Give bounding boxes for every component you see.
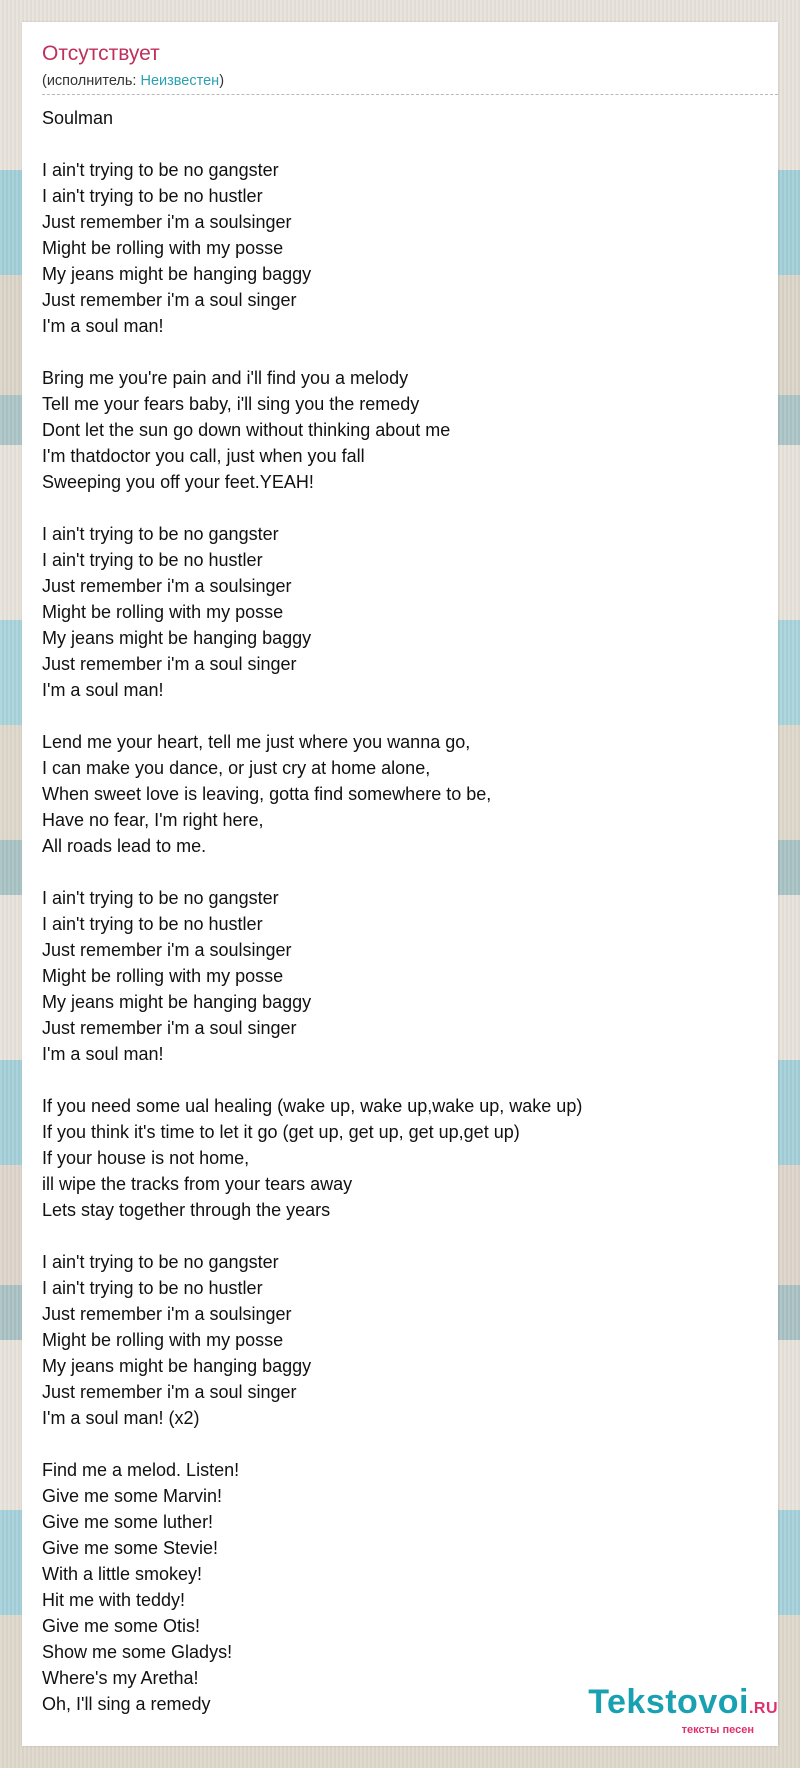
- lyric-line: I ain't trying to be no gangster: [42, 888, 279, 908]
- stanza-break: [42, 1223, 772, 1249]
- artist-suffix: ): [219, 73, 225, 89]
- lyric-line: My jeans might be hanging baggy: [42, 264, 312, 284]
- lyric-line: If your house is not home,: [42, 1148, 250, 1168]
- lyric-line: Bring me you're pain and i'll find you a melody: [42, 368, 409, 388]
- lyric-line: Soulman: [42, 108, 114, 128]
- lyric-line: Give me some Marvin!: [42, 1486, 223, 1506]
- lyric-line: Lets stay together through the years: [42, 1200, 331, 1220]
- lyric-line: Just remember i'm a soulsinger: [42, 940, 292, 960]
- logo-tld: .RU: [748, 1700, 778, 1717]
- lyric-line: I'm thatdoctor you call, just when you fall: [42, 446, 365, 466]
- lyric-line: I'm a soul man!: [42, 680, 164, 700]
- lyric-line: Just remember i'm a soul singer: [42, 290, 297, 310]
- lyric-line: If you need some ual healing (wake up, wake up,wake up, wake up): [42, 1096, 583, 1116]
- lyric-line: If you think it's time to let it go (get up, get up, get up,get up): [42, 1122, 520, 1142]
- lyric-line: Tell me your fears baby, i'll sing you the remedy: [42, 394, 420, 414]
- lyric-line: Lend me your heart, tell me just where you wanna go,: [42, 732, 471, 752]
- stanza-break: [42, 859, 772, 885]
- stanza-break: [42, 495, 772, 521]
- lyric-line: Give me some Stevie!: [42, 1538, 219, 1558]
- lyric-line: Might be rolling with my posse: [42, 966, 284, 986]
- lyric-line: ill wipe the tracks from your tears away: [42, 1174, 353, 1194]
- lyric-line: Hit me with teddy!: [42, 1590, 186, 1610]
- stanza-break: [42, 1067, 772, 1093]
- lyric-line: My jeans might be hanging baggy: [42, 992, 312, 1012]
- lyric-line: I can make you dance, or just cry at home alone,: [42, 758, 431, 778]
- lyric-line: My jeans might be hanging baggy: [42, 628, 312, 648]
- artist-prefix: (исполнитель:: [42, 73, 141, 89]
- lyric-line: Might be rolling with my posse: [42, 238, 284, 258]
- artist-link[interactable]: Неизвестен: [140, 73, 220, 89]
- lyric-line: Where's my Aretha!: [42, 1668, 199, 1688]
- lyric-line: All roads lead to me.: [42, 836, 207, 856]
- stanza-break: [42, 703, 772, 729]
- lyrics-card: [22, 22, 778, 1746]
- site-logo[interactable]: [588, 1685, 778, 1736]
- lyric-line: Show me some Gladys!: [42, 1642, 233, 1662]
- logo-wordmark: [588, 1685, 778, 1726]
- lyrics-text: [42, 105, 772, 1717]
- lyric-line: Just remember i'm a soulsinger: [42, 576, 292, 596]
- lyric-line: I ain't trying to be no gangster: [42, 160, 279, 180]
- lyric-line: When sweet love is leaving, gotta find somewhere to be,: [42, 784, 492, 804]
- logo-name: Tekstovoi: [588, 1683, 749, 1721]
- lyric-line: I ain't trying to be no gangster: [42, 1252, 279, 1272]
- lyric-line: Just remember i'm a soulsinger: [42, 1304, 292, 1324]
- lyric-line: I ain't trying to be no gangster: [42, 524, 279, 544]
- lyric-line: Just remember i'm a soul singer: [42, 1382, 297, 1402]
- lyric-line: With a little smokey!: [42, 1564, 203, 1584]
- stanza-break: [42, 131, 772, 157]
- title-divider: [42, 94, 778, 95]
- lyric-line: Dont let the sun go down without thinking about me: [42, 420, 451, 440]
- song-title: Отсутствует: [42, 42, 160, 65]
- lyric-line: My jeans might be hanging baggy: [42, 1356, 312, 1376]
- lyric-line: Oh, I'll sing a remedy: [42, 1694, 211, 1714]
- lyric-line: Give me some luther!: [42, 1512, 214, 1532]
- lyric-line: Sweeping you off your feet.YEAH!: [42, 472, 314, 492]
- lyric-line: Might be rolling with my posse: [42, 602, 284, 622]
- stanza-break: [42, 1431, 772, 1457]
- artist-line: [42, 73, 224, 89]
- lyric-line: Just remember i'm a soul singer: [42, 1018, 297, 1038]
- lyric-line: I ain't trying to be no hustler: [42, 1278, 263, 1298]
- logo-subtitle: тексты песен: [681, 1724, 754, 1736]
- lyric-line: I ain't trying to be no hustler: [42, 550, 263, 570]
- lyric-line: Just remember i'm a soulsinger: [42, 212, 292, 232]
- stanza-break: [42, 339, 772, 365]
- lyric-line: I'm a soul man!: [42, 316, 164, 336]
- lyric-line: I ain't trying to be no hustler: [42, 914, 263, 934]
- lyric-line: Might be rolling with my posse: [42, 1330, 284, 1350]
- lyric-line: I ain't trying to be no hustler: [42, 186, 263, 206]
- lyric-line: Give me some Otis!: [42, 1616, 201, 1636]
- lyric-line: Just remember i'm a soul singer: [42, 654, 297, 674]
- lyric-line: I'm a soul man!: [42, 1044, 164, 1064]
- lyric-line: I'm a soul man! (x2): [42, 1408, 200, 1428]
- lyric-line: Have no fear, I'm right here,: [42, 810, 264, 830]
- lyric-line: Find me a melod. Listen!: [42, 1460, 240, 1480]
